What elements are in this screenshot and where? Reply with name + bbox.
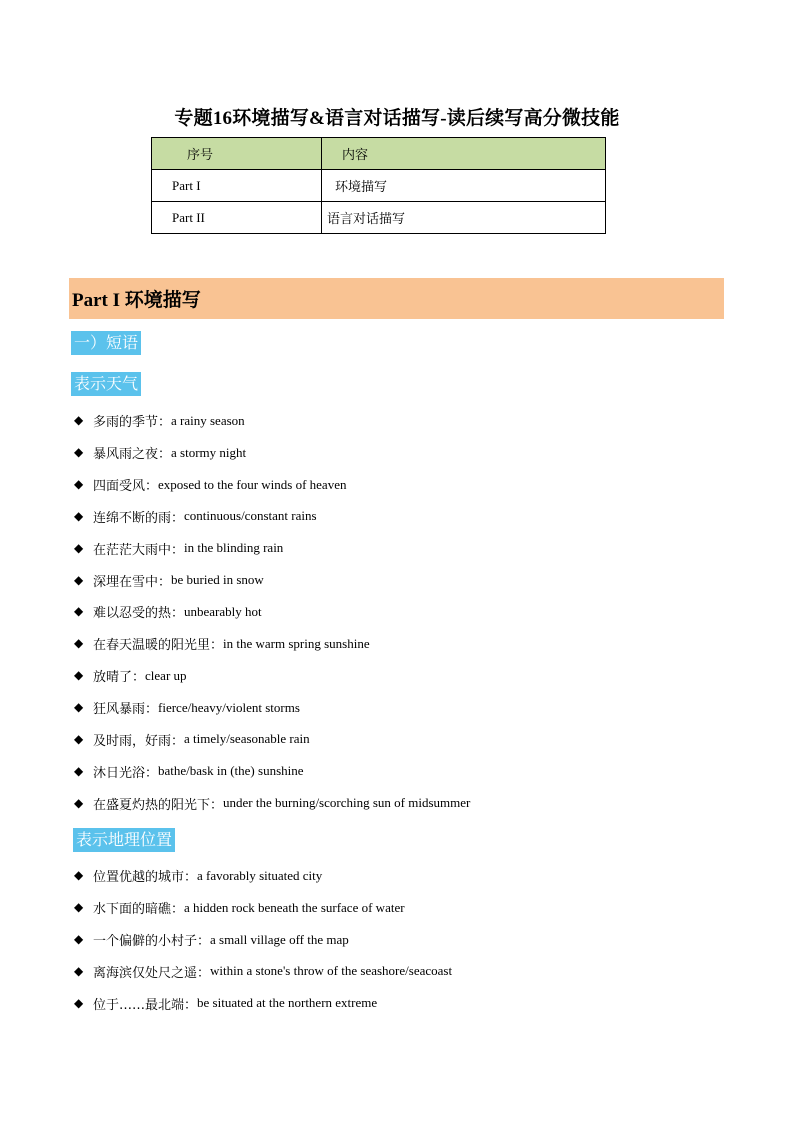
part1-heading: Part I 环境描写 — [72, 290, 201, 311]
toc-header-index: 序号 — [152, 138, 322, 170]
diamond-bullet-icon: ◆ — [74, 763, 84, 778]
diamond-bullet-icon: ◆ — [74, 900, 84, 915]
list-item: ◆ 深埋在雪中： be buried in snow — [74, 572, 264, 590]
diamond-bullet-icon: ◆ — [74, 540, 84, 555]
toc-cell-index: Part I — [152, 170, 322, 202]
list-item: ◆ 在盛夏灼热的阳光下： under the burning/scorching sun of midsummer — [74, 795, 471, 813]
list-item: ◆ 在春天温暖的阳光里： in the warm spring sunshine — [74, 635, 370, 654]
list-item: ◆ 沐日光浴： bathe/bask in (the) sunshine — [74, 763, 304, 781]
list-item: ◆ 在茫茫大雨中： in the blinding rain — [74, 540, 284, 558]
list-item: ◆ 及时雨，好雨： a timely/seasonable rain — [74, 731, 310, 749]
diamond-bullet-icon: ◆ — [74, 795, 84, 810]
diamond-bullet-icon: ◆ — [74, 572, 84, 587]
list-item: ◆ 暴风雨之夜： a stormy night — [74, 444, 247, 463]
diamond-bullet-icon: ◆ — [74, 477, 84, 492]
list-item: ◆ 连绵不断的雨： continuous/constant rains — [74, 508, 317, 526]
list-item: ◆ 四面受风： exposed to the four winds of heaven — [74, 476, 347, 495]
diamond-bullet-icon: ◆ — [74, 604, 84, 619]
list-item: ◆ 多雨的季节： a rainy season — [74, 412, 245, 431]
list-item: ◆ 难以忍受的热： unbearably hot — [74, 603, 262, 622]
diamond-bullet-icon: ◆ — [74, 445, 84, 460]
diamond-bullet-icon: ◆ — [74, 508, 84, 523]
diamond-bullet-icon: ◆ — [74, 868, 84, 883]
toc-header-row — [152, 138, 606, 170]
list-item: ◆ 离海滨仅处尺之遥： within a stone's throw of the seashore/seacoast — [74, 963, 453, 981]
list-item: ◆ 一个偏僻的小村子： a small village off the map — [74, 931, 349, 950]
section-phrases-tag: 一）短语 — [71, 331, 141, 355]
toc-header-content: 内容 — [322, 138, 606, 170]
list-item: ◆ 位置优越的城市： a favorably situated city — [74, 867, 323, 886]
toc-cell-index: Part II — [152, 202, 322, 234]
diamond-bullet-icon: ◆ — [74, 731, 84, 746]
list-item: ◆ 水下面的暗礁： a hidden rock beneath the surface of water — [74, 899, 405, 918]
geo-heading-tag: 表示地理位置 — [73, 828, 175, 852]
diamond-bullet-icon: ◆ — [74, 668, 84, 683]
list-item: ◆ 狂风暴雨： fierce/heavy/violent storms — [74, 699, 300, 718]
diamond-bullet-icon: ◆ — [74, 963, 84, 978]
part1-heading-bar — [69, 278, 724, 319]
geo-list — [74, 860, 452, 1019]
toc-row — [152, 170, 606, 202]
weather-heading-tag: 表示天气 — [71, 372, 141, 396]
toc-row — [152, 202, 606, 234]
diamond-bullet-icon: ◆ — [74, 995, 84, 1010]
list-item: ◆ 位于……最北端： be situated at the northern extreme — [74, 995, 378, 1013]
toc-table — [151, 137, 606, 234]
document-title: 专题16环境描写&语言对话描写-读后续写高分微技能 — [174, 108, 620, 129]
weather-list — [74, 405, 470, 819]
toc-cell-content: 环境描写 — [322, 170, 606, 202]
diamond-bullet-icon: ◆ — [74, 700, 84, 715]
list-item: ◆ 放晴了： clear up — [74, 667, 187, 686]
diamond-bullet-icon: ◆ — [74, 636, 84, 651]
toc-cell-content: 语言对话描写 — [322, 202, 606, 234]
diamond-bullet-icon: ◆ — [74, 932, 84, 947]
diamond-bullet-icon: ◆ — [74, 413, 84, 428]
